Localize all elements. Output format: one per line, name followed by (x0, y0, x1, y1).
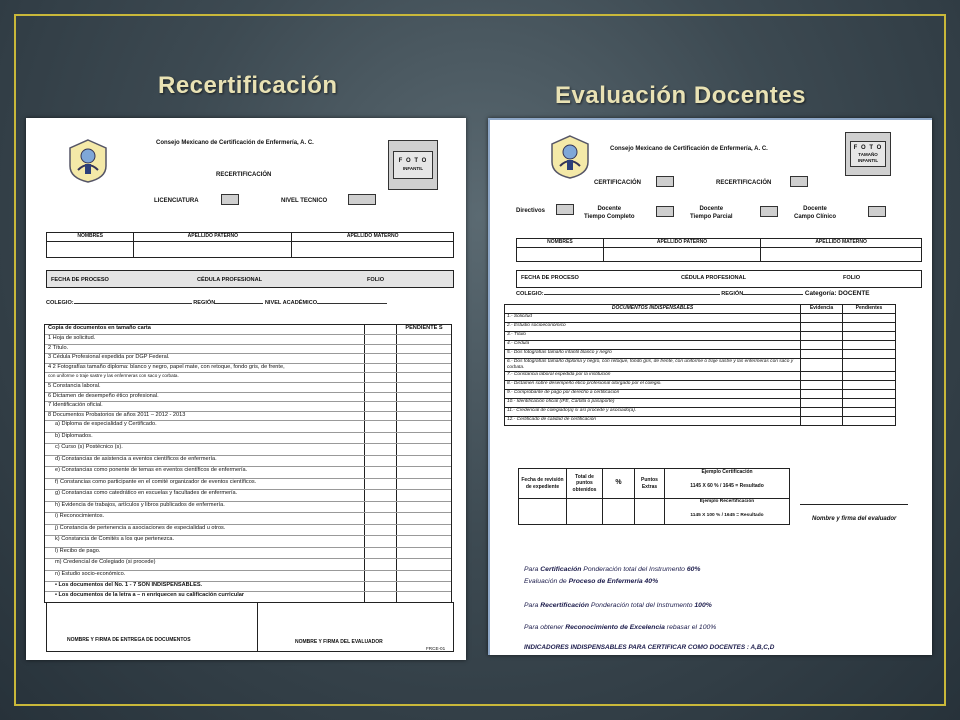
docente-tp-checkbox[interactable] (760, 206, 778, 217)
teacher-evaluation-form (488, 118, 932, 655)
certificacion-checkbox[interactable] (656, 176, 674, 187)
document-checklist: Copia de documentos en tamaño carta PENDIENTE S 1 Hoja de solicitud. 2 Título. 3 Cédula Profesional expedida por DGP Federal. 4 2 Fotografías tamaño diploma: blanco y negro, papel mate, con retoque, fondo gris, de frente, con uniforme o traje sastre y las enfermeras con saco y corbata. 5 Constancia laboral. 6 Dictamen de desempeño ético profesional. 7 Identificación oficial. 8 Documentos Probatorios de años 2011 – 2012 - 2013 a) Diploma de especialidad y Certificado. b) Diplomados. c) Curso (s) Postécnico (s). d) Constancias de asistencia a eventos científicos de enfermería. e) Constancias como ponente de temas en eventos científicos de enfermería. f) Constancias como participante en el comité organizador de eventos científicos. g) Constancias como catedrático en escuelas y facultades de enfermería. h) Evidencia de trabajos, artículos y libros publicados de enfermería. i) Reconocimientos. j) Constancia de pertenencia a asociaciones de especialidad u otros. k) Constancia de Comités a los que pertenezca. l) Recibo de pago. m) Credencial de Colegiado (si procede) n) Estudio socio-económico. • Los documentos del No. 1 - 7 SON INDISPENSABLES. • Los documentos de la letra a – n enriquecen su calificación curricular (44, 324, 452, 603)
docente-tc-checkbox[interactable] (656, 206, 674, 217)
title-evaluacion-docentes: Evaluación Docentes (555, 82, 806, 109)
cmce-logo-icon (548, 134, 592, 180)
note-excelencia: Para obtener Reconocimiento de Excelencia rebasar el 100% (524, 624, 717, 631)
directivos-checkbox[interactable] (556, 204, 574, 215)
evaluator-label: Nombre y firma del evaluador (812, 516, 897, 522)
recertification-form (26, 118, 466, 660)
photo-box: F O T O INFANTIL (388, 140, 438, 190)
colegio-row: COLEGIO: REGIÓN Categoría: DOCENTE (516, 290, 870, 297)
indicadores-note: INDICADORES INDISPENSABLES PARA CERTIFICAR COMO DOCENTES : A,B,C,D (524, 644, 775, 651)
docente-cc-label: Docente Campo Clínico (794, 206, 837, 220)
cmce-logo-icon (66, 138, 110, 184)
certificacion-label: CERTIFICACIÓN (594, 180, 641, 186)
docente-tp-label: Docente Tiempo Parcial (690, 206, 733, 220)
form-code: FRCE-01 (426, 646, 446, 651)
colegio-row: COLEGIO: REGIÓN NIVEL ACADÉMICO (46, 300, 456, 307)
org-name: Consejo Mexicano de Certificación de Enfermería, A. C. (610, 146, 768, 152)
note-certificacion: Para Certificación Ponderación total del Instrumento 60% (524, 566, 701, 573)
docente-cc-checkbox[interactable] (868, 206, 886, 217)
directivos-label: Directivos (516, 208, 546, 214)
title-recertificacion: Recertificación (158, 72, 338, 99)
name-table: NOMBRES APELLIDO PATERNO APELLIDO MATERNO (46, 232, 454, 258)
licenciatura-label: LICENCIATURA (154, 198, 199, 204)
signature-box: NOMBRE Y FIRMA DE ENTREGA DE DOCUMENTOS NOMBRE Y FIRMA DEL EVALUADOR (46, 602, 454, 652)
process-header: FECHA DE PROCESO CÉDULA PROFESIONAL FOLIO (516, 270, 922, 288)
docente-tc-label: Docente Tiempo Completo (584, 206, 635, 220)
photo-box: F O T O TAMAÑO INFANTIL (845, 132, 891, 176)
recertificacion-checkbox[interactable] (790, 176, 808, 187)
documents-table: DOCUMENTOS INDISPENSABLES Evidencia Pendientes 1.- Solicitud 2.- Estudio socioeconómico 3.- Título 4.- Cédula 5.- Dos fotografías tamaño infantil blanco y negro 6.- Dos fotografías tamaño diploma y negro, con retoque, fondo gris, de frente, con uniforme o traje sastre y las enfermeras con saco y corbata. 7.- Constancia laboral expedida por la institución 8.- Dictamen sobre desempeño ético profesional otorgado por el colegio. 9.- Comprobante de pago por derecho a certificación 10.- Identificación oficial (IFE, Cartilla o pasaporte) 11.- Credencial de colegiado(a) si así procede y asociado(a). 12.- Certificado de calidad de certificación (504, 304, 896, 426)
score-table: Fecha de revisión de expediente Total de puntos obtenidos % Puntos Extras Ejemplo Certificación 1145 X 60 % / 1645 = Resultado Ejemplo Recertificación 1145 X 100 % / 1645 = Resultado (518, 468, 790, 525)
org-name: Consejo Mexicano de Certificación de Enfermería, A. C. (156, 140, 314, 146)
form-heading: RECERTIFICACIÓN (216, 172, 272, 178)
nivel-tecnico-checkbox[interactable] (348, 194, 376, 205)
note-recertificacion: Para Recertificación Ponderación total del Instrumento 100% (524, 602, 712, 609)
note-proceso: Evaluación de Proceso de Enfermería 40% (524, 578, 659, 585)
process-header: FECHA DE PROCESO CÉDULA PROFESIONAL FOLIO (46, 270, 454, 288)
recertificacion-label: RECERTIFICACIÓN (716, 180, 772, 186)
nivel-tecnico-label: NIVEL TECNICO (281, 198, 328, 204)
name-table: NOMBRES APELLIDO PATERNO APELLIDO MATERNO (516, 238, 922, 262)
licenciatura-checkbox[interactable] (221, 194, 239, 205)
